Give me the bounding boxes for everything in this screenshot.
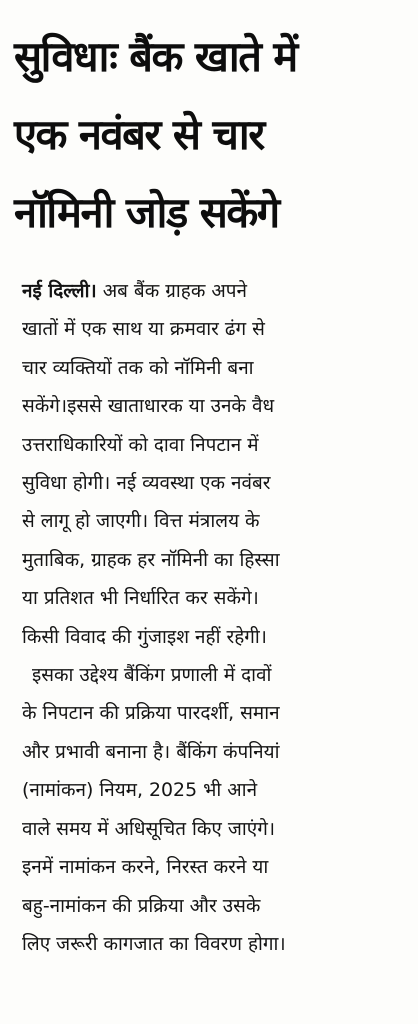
headline-line-3: नॉमिनी जोड़ सकेंगे [14, 188, 279, 237]
article-line-5: उत्तराधिकारियों को दावा निपटान में [22, 433, 259, 456]
headline-line-2: एक नवंबर से चार [14, 110, 264, 159]
article-line-10: किसी विवाद की गुंजाइश नहीं रहेगी। [22, 625, 267, 648]
article-body [22, 272, 400, 963]
headline [14, 18, 406, 252]
article-line-12: के निपटान की प्रक्रिया पारदर्शी, समान [22, 702, 280, 725]
article-line-4: सकेंगे।इससे खाताधारक या उनके वैध [22, 395, 275, 418]
article-line-2: खातों में एक साथ या क्रमवार ढंग से [22, 318, 265, 341]
article-line-18: लिए जरूरी कागजात का विवरण होगा। [22, 932, 286, 955]
article-line-13: और प्रभावी बनाना है। बैंकिंग कंपनियां [22, 740, 280, 763]
article-line-8: मुताबिक, ग्राहक हर नॉमिनी का हिस्सा [22, 548, 280, 571]
article-line-17: बहु-नामांकन की प्रक्रिया और उसके [22, 894, 261, 917]
article-line-3: चार व्यक्तियों तक को नॉमिनी बना [22, 356, 254, 379]
article-line-9: या प्रतिशत भी निर्धारित कर सकेंगे। [22, 587, 259, 610]
dateline: नई दिल्ली। [22, 280, 97, 302]
article-line-14: (नामांकन) नियम, 2025 भी आने [22, 779, 258, 802]
headline-line-1: सुविधाः बैंक खाते में [14, 32, 297, 81]
article-line-11: इसका उद्देश्य बैंकिंग प्रणाली में दावों [31, 664, 272, 687]
article-line-1 [22, 272, 398, 310]
article-line-16: इनमें नामांकन करने, निरस्त करने या [22, 856, 269, 879]
article-line-6: सुविधा होगी। नई व्यवस्था एक नवंबर [22, 472, 271, 495]
article-line-7: से लागू हो जाएगी। वित्त मंत्रालय के [22, 510, 260, 533]
article-line-15: वाले समय में अधिसूचित किए जाएंगे। [22, 817, 276, 840]
article-line-1-text: अब बैंक ग्राहक अपने [96, 280, 248, 302]
